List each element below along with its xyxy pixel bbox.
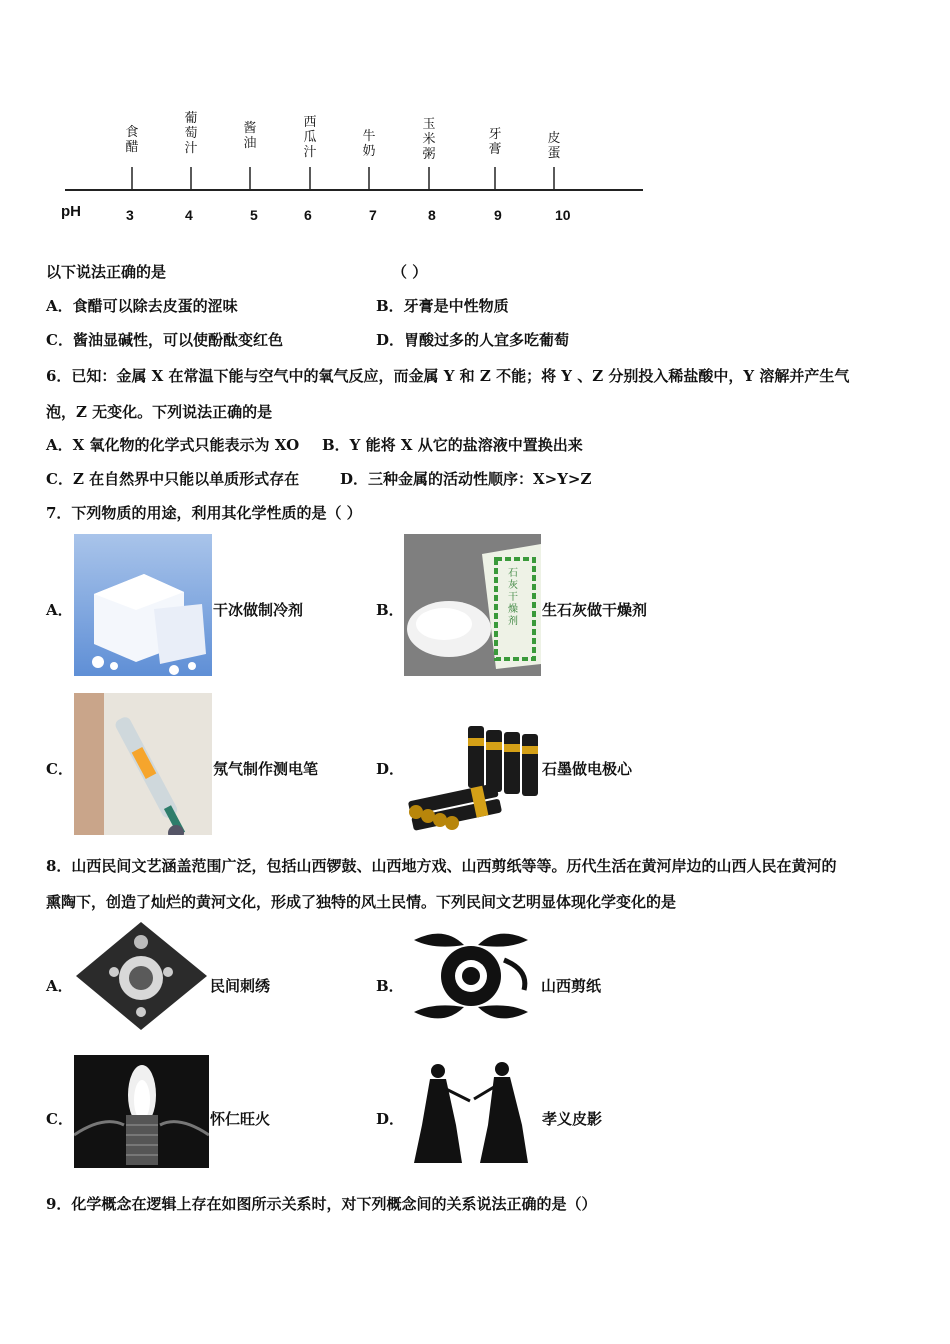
ph-item-label: 牙膏 xyxy=(488,127,502,157)
q6-stem-line1: 6．已知：金属 X 在常温下能与空气中的氧气反应，而金属 Y 和 Z 不能；将 Y 、Z 分别投入稀盐酸中，Y 溶解并产生气 xyxy=(46,367,850,385)
ph-tick-label: 10 xyxy=(555,207,571,223)
q7-option-a-letter[interactable]: A． xyxy=(46,601,73,619)
ph-item-label: 牛奶 xyxy=(362,129,376,159)
q7-stem: 7．下列物质的用途，利用其化学性质的是（ ） xyxy=(46,504,362,522)
q8-stem-line1: 8．山西民间文艺涵盖范围广泛，包括山西锣鼓、山西地方戏、山西剪纸等等。历代生活在黄河岸边的山西人民在黄河的 xyxy=(46,857,837,875)
ph-tick-label: 4 xyxy=(185,207,193,223)
q5-option-b[interactable]: B．牙膏是中性物质 xyxy=(376,297,509,315)
ph-item-label: 西瓜汁 xyxy=(303,115,317,160)
q5-option-d[interactable]: D．胃酸过多的人宜多吃葡萄 xyxy=(376,331,570,349)
q6-stem-line2: 泡，Z 无变化。下列说法正确的是 xyxy=(46,403,273,421)
ph-tick-label: 9 xyxy=(494,207,502,223)
q8-stem-line2: 熏陶下，创造了灿烂的黄河文化，形成了独特的风土民情。下列民间文艺明显体现化学变化的是 xyxy=(46,893,677,911)
q6-option-c[interactable]: C．Z 在自然界中只能以单质形式存在 xyxy=(46,470,300,488)
ph-item-label: 食醋 xyxy=(125,125,139,155)
q7-lime-desiccant-image xyxy=(404,534,541,676)
ph-item-label: 玉米粥 xyxy=(422,117,436,162)
q8-option-c-letter[interactable]: C． xyxy=(46,1110,73,1128)
q8-option-b-letter[interactable]: B． xyxy=(376,977,404,995)
ph-scale-figure xyxy=(55,105,655,235)
q8-option-d-letter[interactable]: D． xyxy=(376,1110,405,1128)
q7-option-c-letter[interactable]: C． xyxy=(46,760,73,778)
q7-batteries-image xyxy=(404,716,541,834)
q7-option-d-letter[interactable]: D． xyxy=(376,760,405,778)
q7-dry-ice-image xyxy=(74,534,212,676)
q5-option-a[interactable]: A．食醋可以除去皮蛋的涩味 xyxy=(46,297,238,315)
q8-option-a-text[interactable]: 民间刺绣 xyxy=(210,977,271,995)
q8-embroidery-image xyxy=(74,920,209,1032)
q6-option-b[interactable]: B．Y 能将 X 从它的盐溶液中置换出来 xyxy=(322,436,583,454)
q7-option-c-text[interactable]: 氖气制作测电笔 xyxy=(213,760,319,778)
q8-option-a-letter[interactable]: A． xyxy=(46,977,73,995)
q8-bonfire-image xyxy=(74,1055,209,1168)
q7-test-pencil-image xyxy=(74,693,212,835)
ph-tick-label: 7 xyxy=(369,207,377,223)
q8-option-d-text[interactable]: 孝义皮影 xyxy=(542,1110,603,1128)
ph-item-label: 皮蛋 xyxy=(547,131,561,161)
q8-shadow-puppet-image xyxy=(404,1055,538,1168)
ph-item-label: 酱油 xyxy=(243,121,257,151)
q6-option-d[interactable]: D．三种金属的活动性顺序：X>Y>Z xyxy=(340,470,592,488)
q8-papercut-image xyxy=(404,920,538,1032)
ph-axis-label: pH xyxy=(61,203,81,220)
q7-option-b-letter[interactable]: B． xyxy=(376,601,404,619)
q7-option-b-text[interactable]: 生石灰做干燥剂 xyxy=(542,601,648,619)
q7-option-d-text[interactable]: 石墨做电极心 xyxy=(542,760,633,778)
ph-tick-label: 5 xyxy=(250,207,258,223)
q9-stem: 9．化学概念在逻辑上存在如图所示关系时，对下列概念间的关系说法正确的是（） xyxy=(46,1195,597,1213)
ph-item-label: 葡萄汁 xyxy=(184,111,198,156)
q7-desiccant-pack-text: 石灰干燥剂 xyxy=(508,568,518,627)
q8-option-b-text[interactable]: 山西剪纸 xyxy=(541,977,602,995)
ph-tick-label: 6 xyxy=(304,207,312,223)
q7-option-a-text[interactable]: 干冰做制冷剂 xyxy=(213,601,304,619)
q5-stem: 以下说法正确的是 xyxy=(46,263,167,281)
q8-option-c-text[interactable]: 怀仁旺火 xyxy=(210,1110,271,1128)
q5-blank: （ ） xyxy=(392,263,428,281)
q5-option-c[interactable]: C．酱油显碱性，可以使酚酞变红色 xyxy=(46,331,283,349)
ph-tick-label: 3 xyxy=(126,207,134,223)
ph-tick-label: 8 xyxy=(428,207,436,223)
q6-option-a[interactable]: A．X 氧化物的化学式只能表示为 XO xyxy=(46,436,300,454)
